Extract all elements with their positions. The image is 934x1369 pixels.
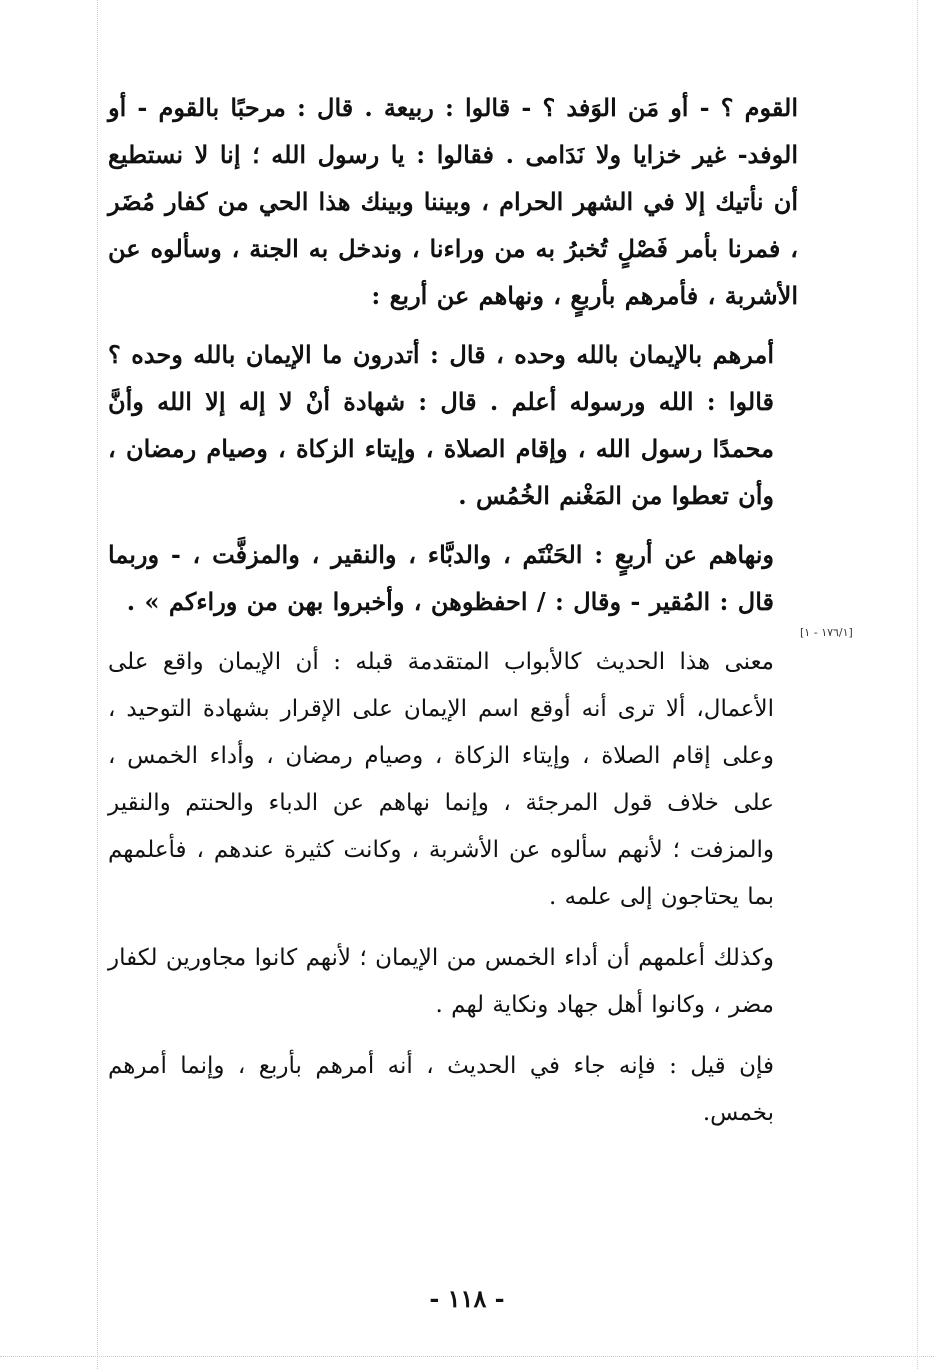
hadith-paragraph-1: القوم ؟ - أو مَن الوَفد ؟ - قالوا : ربيعة . قال : مرحبًا بالقوم - أو الوفد- غير خزايا ولا نَدَامى . فقالوا : يا رسول الله ؛ إنا لا نستطيع أن نأتيك إلا في الشهر الحرام ، وبيننا وبينك هذا الحي من كفار مُضَر ، فمرنا بأمر فَصْلٍ تُخبرُ به من وراءنا ، وندخل به الجنة ، وسألوه عن الأشربة ، فأمرهم بأربعٍ ، ونهاهم عن أربع :: [108, 93, 798, 310]
page-number: - ١١٨ -: [429, 1284, 505, 1313]
hadith-paragraph-3: ونهاهم عن أربعٍ : الحَنْتَم ، والدبَّاء ، والنقير ، والمزفَّت ، - وربما قال : المُقير - وقال : / احفظوهن ، وأخبروا بهن من وراءكم » .: [108, 540, 774, 616]
scan-guide-line: [0, 1356, 934, 1357]
scan-guide-line: [917, 0, 918, 1369]
manuscript-margin-reference: [١٧٦/١ - ١]: [800, 626, 853, 639]
commentary-paragraph-1: معنى هذا الحديث كالأبواب المتقدمة قبله : أن الإيمان واقع على الأعمال، ألا ترى أنه أوقع اسم الإيمان على الإقرار بشهادة التوحيد ، وعلى إقام الصلاة ، وإيتاء الزكاة ، وصيام رمضان ، وأداء الخمس ، على خلاف قول المرجئة ، وإنما نهاهم عن الدباء والحنتم والنقير والمزفت ؛ لأنهم سألوه عن الأشربة ، وكانت كثيرة عندهم ، فأعلمهم بما يحتاجون إلى علمه .: [108, 649, 774, 910]
page-body: [108, 84, 798, 1137]
hadith-paragraph-2: أمرهم بالإيمان بالله وحده ، قال : أتدرون ما الإيمان بالله وحده ؟ قالوا : الله ورسوله أعلم . قال : شهادة أنْ لا إله إلا الله وأنَّ محمدًا رسول الله ، وإقام الصلاة ، وإيتاء الزكاة ، وصيام رمضان ، وأن تعطوا من المَغْنم الخُمُس .: [108, 340, 774, 510]
commentary-paragraph-3: فإن قيل : فإنه جاء في الحديث ، أنه أمرهم بأربع ، وإنما أمرهم بخمس.: [108, 1053, 774, 1126]
commentary-paragraph-2: وكذلك أعلمهم أن أداء الخمس من الإيمان ؛ لأنهم كانوا مجاورين لكفار مضر ، وكانوا أهل جهاد ونكاية لهم .: [108, 945, 774, 1018]
scan-guide-line: [97, 0, 98, 1369]
